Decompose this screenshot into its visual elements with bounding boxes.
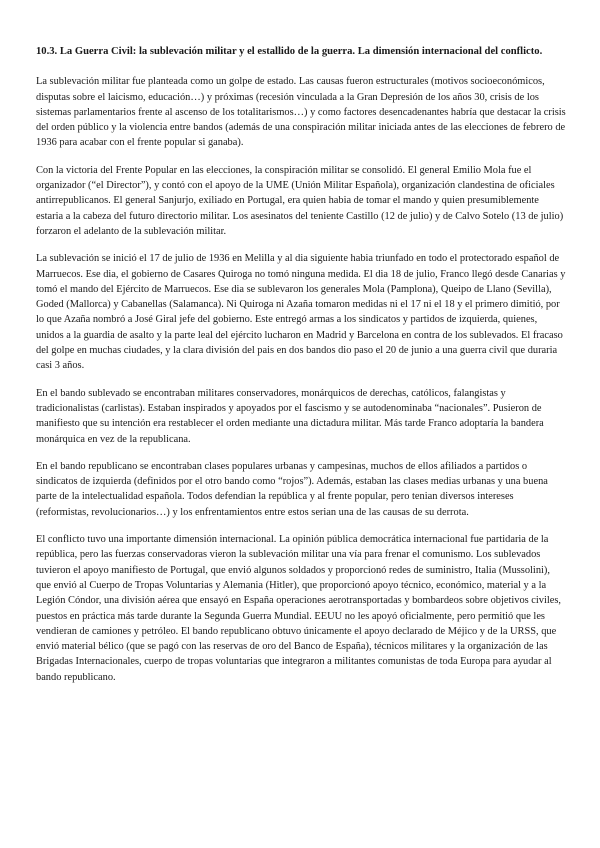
paragraph-uprising: La sublevación se inició el 17 de julio de 1936 en Melilla y al dia siguiente habia triunfado en todo el protectorado español de Marruecos. Ese dia, el gobierno de Casares Quiroga no tomó ninguna medida. El dia 18 de julio, Franco llegó desde Canarias y tomó el mando del Ejército de Marruecos. Ese dia se sublevaron los generales Mola (Pamplona), Queipo de Llano (Sevilla), Goded (Mallorca) y Cabanellas (Salamanca). Ni Quiroga ni Azaña tomaron medidas ni el 17 ni el 18 y el primero dimitió, por lo que Azaña nombró a José Giral jefe del gobierno. Este entregó armas a los sindicatos y partidos de izquierda, quienes, unidos a la guardia de asalto y la parte leal del ejército lucharon en Madrid y Barcelona en contra de los sublevados. El fracaso del golpe en muchas ciudades, y la clara división del pais en dos bandos dio paso el 20 de junio a una guerra civil que duraria casi 3 años.: [36, 253, 566, 372]
document-page: [36, 44, 566, 697]
paragraph-international: El conflicto tuvo una importante dimensión internacional. La opinión pública democrática internacional fue partidaria de la república, pero las fuerzas conservadoras vieron la sublevación militar una vía para frenar el comunismo. Los sublevados tuvieron el apoyo manifiesto de Portugal, que envió algunos soldados y proporcionó redes de suministro, Italia (Mussolini), que envió al Cuerpo de Tropas Voluntarias y Alemania (Hitler), que proporcionó apoyo técnico, económico, material y a la Legión Cóndor, una división aérea que ensayó en España operaciones aerotransportadas y bombardeos sobre objetivos civiles, puestos en práctica más tarde durante la Segunda Guerra Mundial. EEUU no les apoyó oficialmente, pero permitió que les vendieran de camiones y petróleo. El bando republicano obtuvo únicamente el apoyo declarado de Méjico y de la URSS, que envió material bélico (que se pagó con las reservas de oro del Banco de España), técnicos militares y la organización de las Brigadas Internacionales, cuerpo de tropas voluntarias que integraron a militantes comunistas de toda Europa para ayudar al bando republicano.: [36, 534, 562, 683]
paragraph-republican-side: En el bando republicano se encontraban clases populares urbanas y campesinas, muchos de ellos afiliados a partidos o sindicatos de izquierda (definidos por el otro bando como “rojos”). Además, estaban las clases medias urbanas y una buena parte de la intelectualidad española. Todos defendian la república y al frente popular, pero tenian diversos intereses (reformistas, revolucionarios…) y los enfrentamientos entre estos serian una de las causas de su derrota.: [36, 460, 548, 518]
paragraph-rebel-side: En el bando sublevado se encontraban militares conservadores, monárquicos de derechas, católicos, falangistas y tradicionalistas (carlistas). Estaban inspirados y apoyados por el fascismo y se autodenominaba “nacionales”. Pusieron de manifiesto que su intención era restablecer el orden mediante una dictadura militar. Más tarde Franco adoptaría la bandera monárquica en vez de la republicana.: [36, 387, 544, 445]
paragraph-conspiracy: Con la victoria del Frente Popular en las elecciones, la conspiración militar se consolidó. El general Emilio Mola fue el organizador (“el Director”), y contó con el apoyo de la UME (Unión Militar Española), organización clandestina de oficiales antirrepublicanos. El general Sanjurjo, exiliado en Portugal, era quien habia de tomar el mando y quien presumiblemente estaria a la cabeza del futuro directorio militar. Los asesinatos del teniente Castillo (12 de julio) y de Calvo Sotelo (13 de julio) forzaron el adelanto de la sublevación militar.: [36, 164, 564, 237]
document-title: 10.3. La Guerra Civil: la sublevación militar y el estallido de la guerra. La dimensión internacional del conflicto.: [36, 46, 543, 57]
paragraph-causes: La sublevación militar fue planteada como un golpe de estado. Las causas fueron estructurales (motivos socioeconómicos, disputas sobre el laicismo, educación…) y próximas (recesión vinculada a la Gran Depresión de los años 30, crisis de los sistemas parlamentarios frente al ascenso de los totalitarismos…) y como factores desencadenantes habría que destacar la crisis del orden público y la violencia entre bandos (además de una conspiración militar iniciada antes de las elecciones de febrero de 1936 para acabar con el frente popular si ganaba).: [36, 76, 566, 149]
